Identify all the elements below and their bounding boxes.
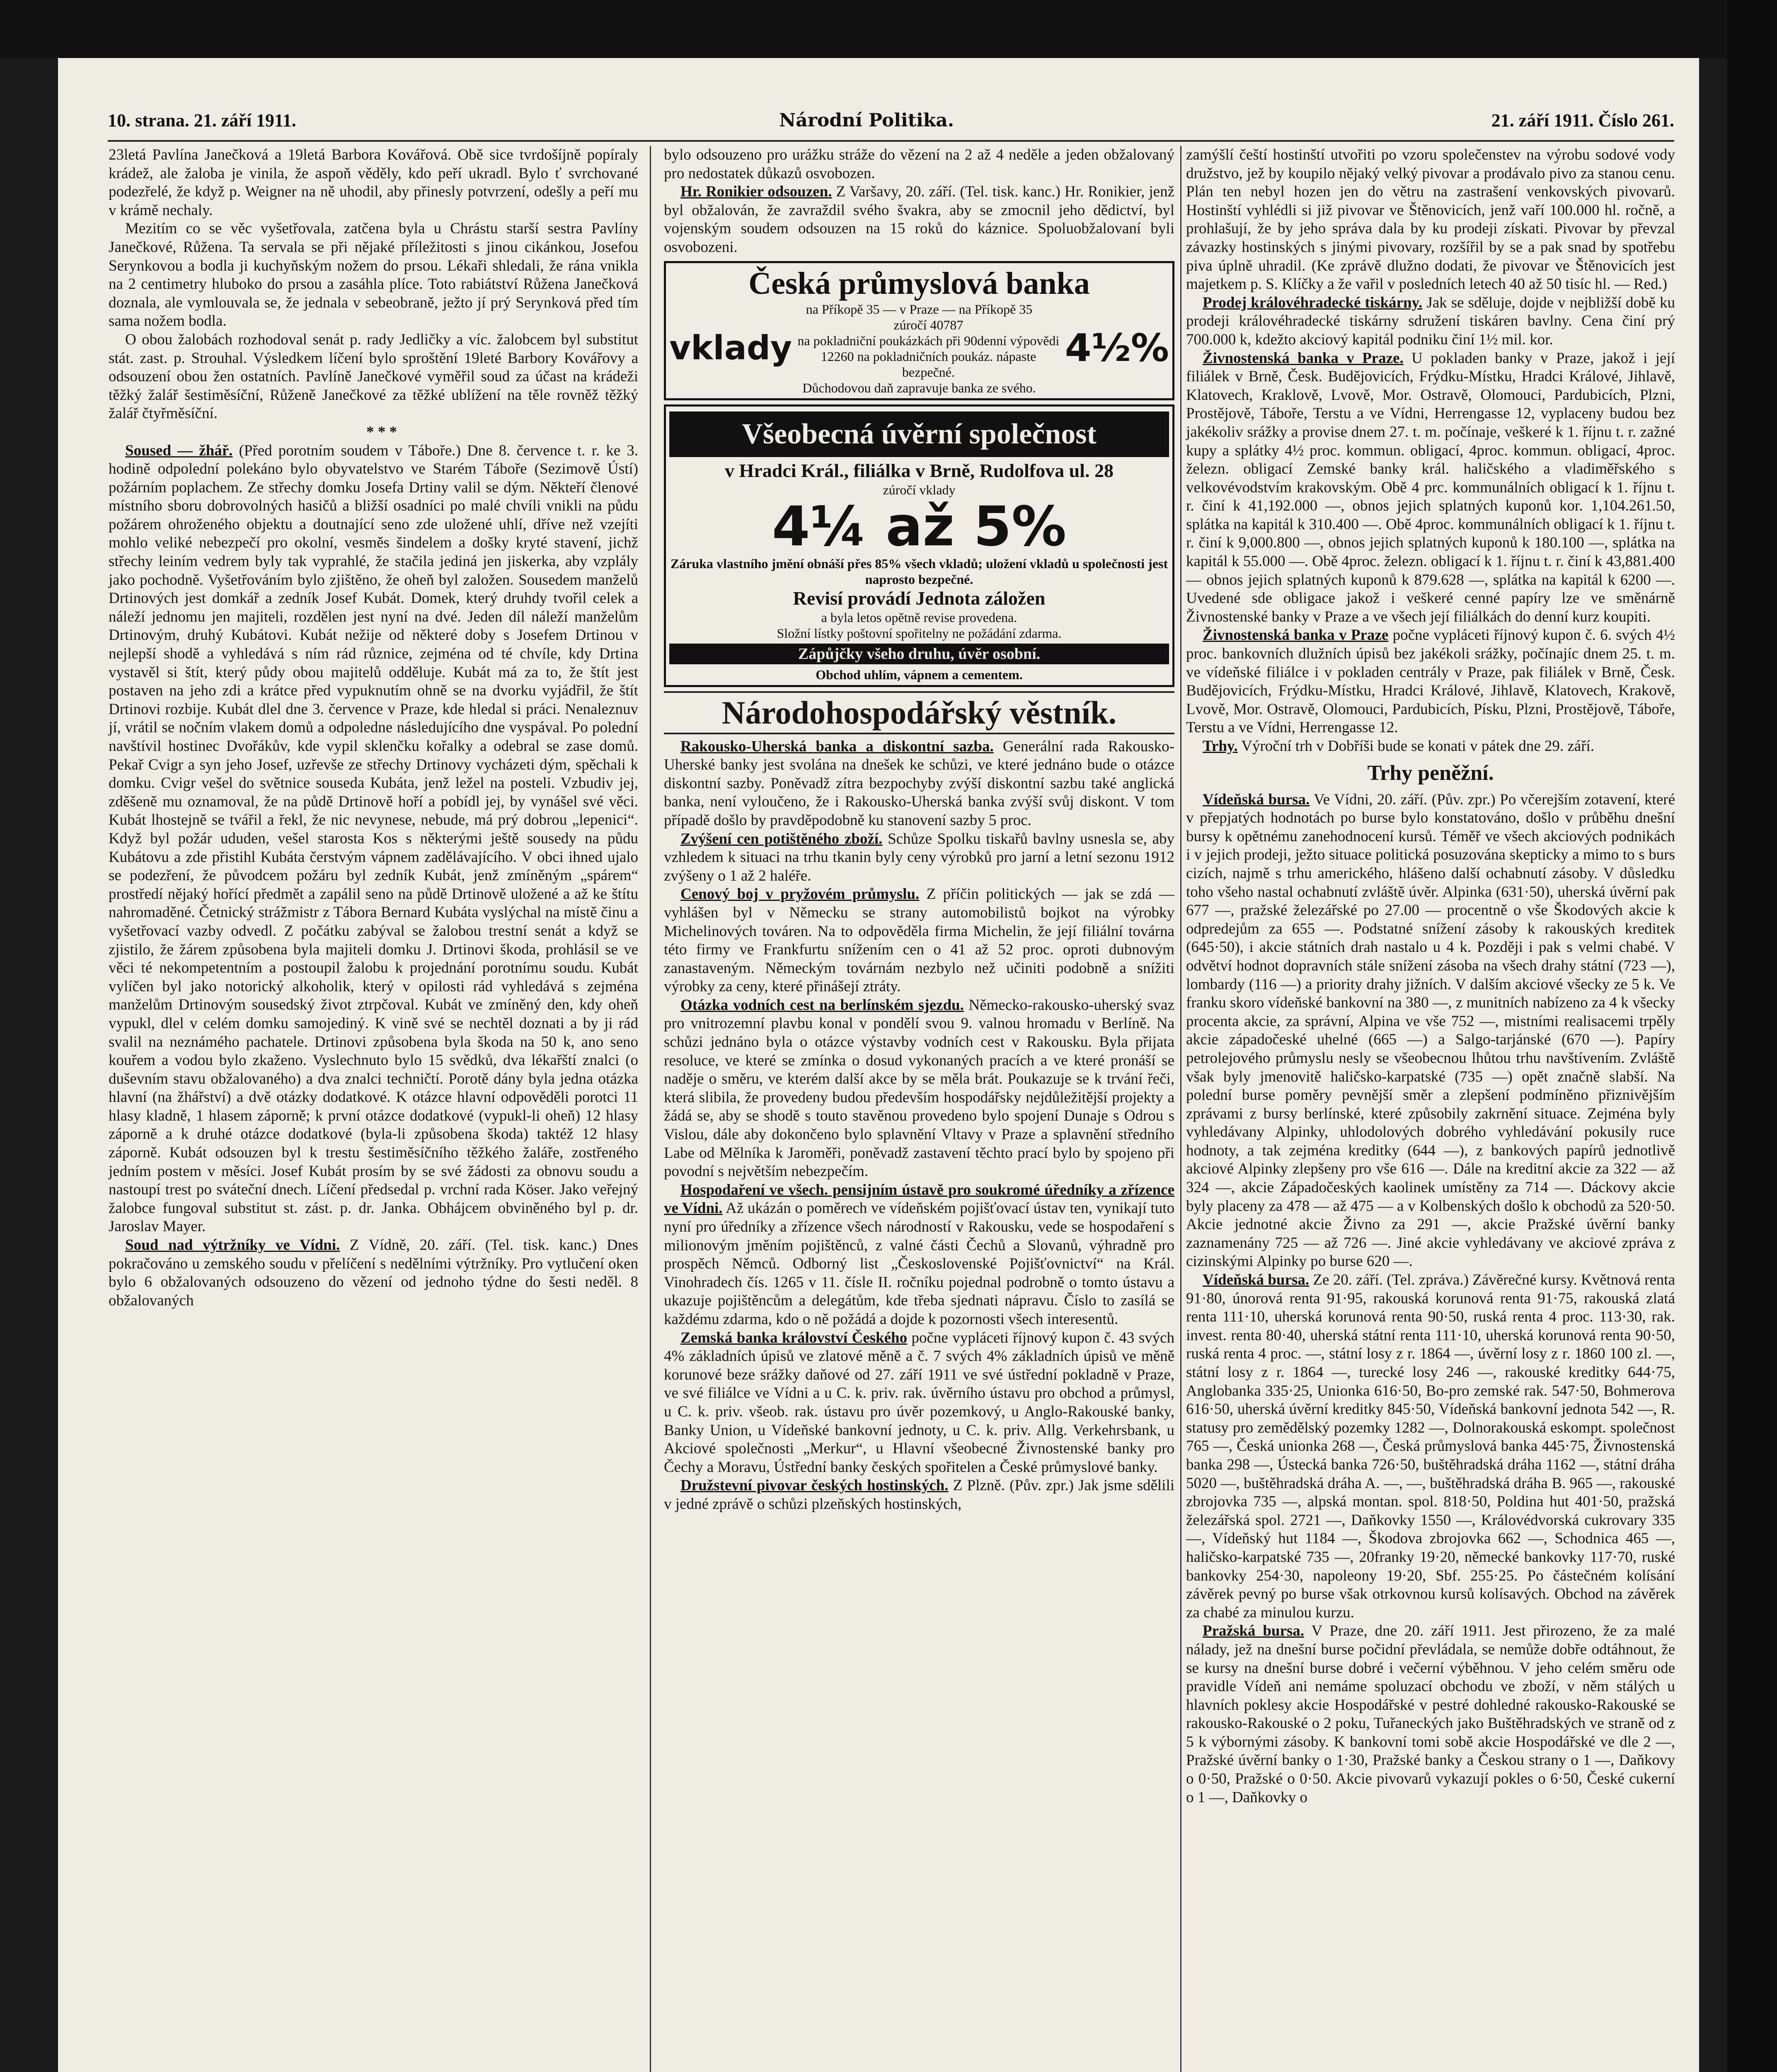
ad-line: Záruka vlastního jmění obnáší přes 85% všech vkladů; uložení vkladů u společnosti jest naprosto bezpečné. xyxy=(670,556,1168,587)
article-headline: Soud nad výtržníky ve Vídni. xyxy=(125,1237,340,1254)
ad-num1: 40787 xyxy=(930,317,964,332)
ad-rate: 4½% xyxy=(1065,326,1169,370)
article-trhy xyxy=(1186,737,1675,756)
article-headline: Cenový boj v pryžovém průmyslu. xyxy=(680,886,920,903)
ad-title: Česká průmyslová banka xyxy=(748,266,1090,301)
article-rakousko-uherska-banka xyxy=(664,738,1174,830)
article-body: Z příčin politických — jak se zdá — vyhlášen byl v Německu se strany automobilistů bojkot na výrobky Michelinových továren. Na to odpověděla firma Michelin, že její filiální továrna této firmy ve Frankfurtu snížením cen o 41 až 52 proc. oproti dubnovým zanastaveným. Německým továrnám nezbylo než učiniti podobně a snížiti výrobky za ceny, které přinášejí ztráty. xyxy=(664,886,1174,995)
article-body: Z Plzně. (Pův. zpr.) Jak jsme sdělili v jedné zprávě o schůzi plzeňských hostinských, xyxy=(664,1477,1175,1513)
article-headline: Živnostenská banka v Praze xyxy=(1203,627,1389,644)
article-paragraph: O obou žalobách rozhodoval senát p. rady Jedličky a víc. žalobcem byl substitut stát. zast. p. Strouhal. Výsledkem líčení bylo sproštění 19leté Barbory Kovářovy a odsouzení obou žen ostatních. Pavlíně Janečkové vyměřil soud za účast na krádeži těžký žalář šestiměsíční, Růženě Janečkové za těžké ublížení na těle rovněž těžký žalář čtyřměsíční. xyxy=(109,331,638,422)
header-right: 21. září 1911. Číslo 261. xyxy=(1491,110,1674,131)
article-videnska-bursa-2 xyxy=(1186,1271,1675,1622)
article-headline: Zemská banka království Českého xyxy=(680,1329,908,1346)
article-body: počne vypláceti říjnový kupon č. 43 svých 4% základních úpisů ve zlatové měně a č. 7 svých 4% základních úpisů ve měně korunové beze srážky daňové od 27. září 1911 ve své ústřední pokladně v Praze, ve své filiálce ve Vídni a u C. k. priv. rak. úvěrního ústavu pro obchod a průmysl, u C. k. priv. všeob. rak. ústavu pro úvěr pozemkový, u Anglo-Rakouské banky, Banky Union, u Vídeňské bankovní jednoty, u C. k. priv. Allg. Verkehrsbank, u Akciové společnosti „Merkur“, u Hlavní všeobecné Živnostenské banky pro Čechy a Moravu, Ústřední banky českých spořitelen a České průmyslové banky. xyxy=(664,1329,1175,1476)
article-body: V Praze, dne 20. září 1911. Jest přirozeno, že za malé nálady, jež na dnešní burse počidní převládala, se nemůže dobře odtáhnout, že se kursy na dnešní burse dobré i večerní výběhnou. V jeho celém směru ode pravidle Vídeň ani nemáme spoluzací obchodu ve zboží, v něm stálých u hlavních poklesy akcie Hospodářské v pestré dohledné rakousko-Rakouské se rakousko-Rakouské o 2 poku, Tuřaneckých jako Buštěhradských ve straně od z 5 k výbornými zásoby. K bankovní tomi sobě akcie Hospodářské ve dle 2 —, Pražské úvěrní banky o 1·30, Pražské banky a Českou strany o 1 —, Daňkovy o 0·50, Pražské o 0·50. Akcie pivovarů vykazují pokles o 6·50, České cukerní o 1 —, Daňkovky o xyxy=(1186,1622,1675,1806)
article-body: Ze 20. září. (Tel. zpráva.) Závěrečné kursy. Květnová renta 91·80, únorová renta 91·95, rakouská korunová renta 91·75, rakouská zlatá renta 111·10, uherská korunová renta 90·50, ruská renta 4 proc. 113·30, rak. invest. renta 80·40, uherská státní renta 111·10, uherská korunová renta 90·50, ruská renta 4 proc. —, státní losy z r. 1864 —, úvěrní losy z r. 1860 100 zl. —, státní losy z r. 1864 —, turecké losy 246 —, rakouské kreditky 644·75, Anglobanka 335·25, Unionka 616·50, Bo-pro zemské rak. 547·50, Bohmerova 616·50, uherská úvěrní kreditky 845·50, Vídeňská bankovní jednota 542 —, R. statusy pro zemědělský pozemky 1282 —, Dolnorakouská eskompt. společnost 765 —, Česká unionka 268 —, Česká průmyslová banka 445·75, Živnostenská banka 298 —, Ústecká banka 726·50, buštěhradská dráha 1162 —, státní dráha 5020 —, buštěhradská dráha A. —, —, buštěhradská dráha B. 965 —, rakouské zbrojovka 735 —, alpská montan. spol. 818·50, Poldina hut 401·50, pražská železářská spol. 2721 —, Daňkovky 1550 —, Královédvorská cukrovary 335 —, Vídeňský hut 1184 —, Škodova zbrojovka 662 —, Schodnica 465 —, haličsko-karpatské 735 —, 20franky 19·20, německé bankovky 117·70, ruské bankovky 254·30, napoleony 19·20, Sbf. 255·25. Po částečném kolísání závěrek pevný po burse však otrkovnou kursů kolísavých. Obchod na závěrek za chabé za minulou kurzu. xyxy=(1186,1271,1675,1621)
masthead-title: Národní Politika. xyxy=(779,110,954,131)
ad-middle xyxy=(792,317,1065,380)
article-zvyseni-cen xyxy=(664,830,1174,886)
ad-ceska-prumyslova-banka xyxy=(664,261,1174,400)
header-left: 10. strana. 21. září 1911. xyxy=(108,110,296,131)
column-divider-2 xyxy=(1180,146,1181,2072)
section-separator: * * * xyxy=(366,423,397,441)
article-cenovy-boj xyxy=(664,885,1174,996)
scan-top-edge xyxy=(0,0,1777,58)
article-body: Generální rada Rakousko-Uherské banky jest svolána na dnešek ke schůzi, ve které jednáno bude o otázce diskontní sazby. Poněvadž zítra bezpochyby zvýší diskontní sazbu také anglická banka, není vyloučeno, že i Rakousko-Uherská banka zvýší svůj diskont. V tom případě došlo by pravděpodobně ku stanovení sazby 5 proc. xyxy=(664,738,1174,829)
column-divider-1 xyxy=(650,146,651,2072)
article-body: Německo-rakousko-uherský svaz pro vnitrozemní plavbu konal v pondělí svou 9. valnou hromadu v Berlíně. Na schůzi jednáno byla o otázce výstavby vodních cest v Rakousku. Byla přijata resoluce, ve které se zmínka o dosud vykonaných pracích a ve které pronáší se naděje o směru, ve kterém další akce by se měla brát. Poukazuje se k trvání řeči, která slibila, že provedeny budou především hospodářsky nejdůležitější projekty a žádá se, aby se shodě s touto stavěnou provedeno bylo spojení Dunaje s Odrou s Vislou, dále aby dokončeno bylo splavnění Vltavy v Praze a splavnění středního Labe od Mělníka k Jaroměři, poněvadž zastavení těchto prací bylo by spojeno při povodní s největším nebezpečím. xyxy=(664,996,1174,1180)
ad-address: na Příkopě 35 — v Praze — na Příkopě 35 xyxy=(806,301,1033,317)
article-paragraph: bylo odsouzeno pro urážku stráže do vězení na 2 až 4 neděle a jeden obžalovaný pro nedostatek důkazů osvobozen. xyxy=(664,146,1174,182)
article-headline: Družstevní pivovar českých hostinských. xyxy=(680,1477,949,1494)
article-zivnostenska-banka-2 xyxy=(1186,626,1675,737)
article-paragraph: Mezitím co se věc vyšetřovala, zatčena byla u Chrástu starší sestra Pavlíny Janečkové, Růžena. Ta servala se při nějaké příležitosti s jinou cikánkou, Josefou Serynkovou a bodla ji kuchyňským nožem do prsou. Lékaři shledali, že rána vnikla na 2 centimetry hluboko do prsou a zasáhla plíce. Toto rabiátství Růžena Janečková doznala, ale vymlouvala se, že jednala v sebeobraně, ježto jí prý Serynková před tím sama nožem bodla. xyxy=(109,220,638,330)
article-headline: Hospodaření ve všech. pensijním ústavě pro soukromé úředníky a zřízence ve Vídni. xyxy=(664,1181,1174,1217)
article-paragraph: 23letá Pavlína Janečková a 19letá Barbora Kovářová. Obě sice tvrdošíjně popíraly krádež, ale žaloba je vinila, že aspoň věděly, kdo peří ukradl. Bylo ť svrchované podezřelé, že když p. Weigner na ně uhodil, aby přinesly potvrzení, odešly a peří mu v krámě nechaly. xyxy=(109,146,638,219)
ad-mid2: na pokladniční poukázkách při 90denní výpovědi xyxy=(797,333,1060,348)
article-headline: Soused — žhář. xyxy=(125,442,233,459)
article-headline: Trhy. xyxy=(1203,738,1238,755)
article-soud-vytrznici xyxy=(109,1236,638,1310)
ad-rate: 4¼ až 5% xyxy=(772,494,1067,559)
article-ronikier xyxy=(664,183,1174,257)
ad-num2: 12260 xyxy=(821,349,854,364)
article-body: Ve Vídni, 20. září. (Pův. zpr.) Po včerejším zotavení, které v přepjatých hodnotách po burse bylo konstatováno, došlo v průběhu dnešní bursy k opětnému zanehodnocení kursů. Téměř ve všech akciových podnikách i v jejich prodeji, ježto situace politická posuzována skepticky a mimo to s burs cizích, najmě s trhu amerického, hlášeno další ochabnutí zásoby. V důsledku toho všeho nastal ochabnutí zvláště úvěr. Alpinka (631·50), uherská úvěrní pak 677 —, pražské železářské po 27.00 — procentně o vše Škodových akcie k odpredejům za 655 —. Podstatné snížení zásoby k rakouských kreditek (645·50), i akcie státních drah nastalo u 4 k. Později i pak s velmi chabé. V odvětví hodnot dopravních stále snížení zásoba na všech drahy státní (723 —), lombardy (116 —) a priority drahy jižních. V dalším akciové všecky ze 5 k. Ve franku skoro vídeňské bankovní na 380 —, z munitních nabízeno za 4 k všecky procenta akcie, za správní, Alpina ve vše 752 —, mistními realisacemi trpěly akcie západočeské uhelné (665 —) a Salgo-tarjánské (670 —). Papíry petrolejového průmyslu nesly se všeobecnou lhůtou trhu navštívením. Zvláště však byly jmenovitě haličsko-karpatské (735 —) opět značně slabší. Na polední burse poměry pevnější směr a zlepšení podmíněno přiznivějším zprávami z bursy berlínské, které způsobily zakrnění situace. Zejména byly vyhledávany Alpinky, uhlodolových dobrého vyhledávání pokusily ruce hodnoty, a tak zejména kreditky (644 —), z bankových papírů jednotlivě akciové Alpinky zlepšeny pro vše 616 —. Dále na kreditní akcie za 322 — až 324 —, akcie Západočeských kaolinek umístěny za 714 —. Dáckovy akcie byly placeny za 478 — až 475 — a v Kolbenských došlo k obchodů za 520·50. Akcie jednotné akcie Živno za 291 —, akcie Pražské úvěrní banky zaznamenány 725 — až 726 —. Jiné akcie vyhledávany ve akciové zpráva z cizinskými Alpinky po burse 620 —. xyxy=(1186,791,1675,1270)
ad-note: na pokladničních poukáz. nápaste bezpečné. xyxy=(857,349,1036,380)
ad-title: Všeobecná úvěrní společnost xyxy=(669,411,1169,457)
article-headline: Otázka vodních cest na berlínském sjezdu. xyxy=(680,996,964,1014)
article-zivnostenska-banka-1 xyxy=(1186,349,1675,627)
ad-line: a byla letos opětně revise provedena. xyxy=(821,610,1017,625)
ad-line: Zápůjčky všeho druhu, úvěr osobní. xyxy=(669,644,1169,664)
page-header xyxy=(108,110,1674,139)
article-body: Výroční trh v Dobříši bude se konati v pátek dne 29. září. xyxy=(1241,738,1595,755)
article-videnska-bursa-1 xyxy=(1186,791,1675,1271)
article-headline: Vídeňská bursa. xyxy=(1203,1271,1310,1289)
article-paragraph: zamýšlí čeští hostinští utvořiti po vzoru společenstev na výrobu sodové vody družstvo, jež by koupilo nějaký velký pivovar a prodávalo pivo za stanou cenu. Plán ten nebyl hozen jen do větru na zastrašení venkovských pivovarů. Hostinští vyhlédli si již pivovar ve Štěnovicích, jenž vaří 100.000 hl. ročně, a prohlašují, že by jeho správa dala by ku prodeji získati. Pivovar by převzal závazky hostinských s jinými pivovary, rozšířil by se a pak snad by spotřebu piva úplně uhradil. (Ke zprávě dlužno dodati, že pivovar ve Štěnovicích jest majetkem p. S. Klíčky a že vařil v posledních letech 40 až 50 tisíc hl. — Red.) xyxy=(1186,146,1675,293)
ad-subtitle: v Hradci Král., filiálka v Brně, Rudolfova ul. 28 xyxy=(725,460,1114,481)
article-pensijni-ustav xyxy=(664,1181,1174,1329)
article-body: Z Vídně, 20. září. (Tel. tisk. kanc.) Dnes pokračováno u zemského soudu v přelíčení s nedělními výtržníky. Pro vytlučení oken bylo 6 obžalovaných odsouzeno do vězení od jednoho týdne do šesti neděl. 8 obžalovaných xyxy=(109,1237,638,1309)
column-2 xyxy=(664,146,1174,2072)
article-soused-zhar xyxy=(109,442,638,1237)
article-headline: Vídeňská bursa. xyxy=(1203,791,1310,808)
column-3 xyxy=(1186,146,1675,2072)
ad-rate-row xyxy=(669,317,1169,380)
article-zemska-banka xyxy=(664,1329,1174,1477)
ad-line: Obchod uhlím, vápnem a cementem. xyxy=(816,667,1023,682)
article-body: Jak se sděluje, dojde v nejbližší době ku prodeji královéhradecké tiskárny sdružení tiskáren bavlny. Cena činí prý 700.000 k, kdežto akciový kapitál podniku činí 1½ mil. kor. xyxy=(1186,294,1675,348)
article-headline: Rakousko-Uherská banka a diskontní sazba. xyxy=(680,738,994,755)
article-headline: Prodej královéhradecké tiskárny. xyxy=(1203,294,1423,311)
article-headline: Hr. Ronikier odsouzen. xyxy=(680,183,832,201)
article-headline: Pražská bursa. xyxy=(1203,1622,1305,1640)
article-prodej-tiskarny xyxy=(1186,294,1675,349)
article-headline: Živnostenská banka v Praze. xyxy=(1203,349,1404,367)
section-heading: Národohospodářský věstník. xyxy=(664,691,1174,734)
ad-mid1: zúročí xyxy=(893,317,927,332)
ad-label: vklady xyxy=(669,329,792,368)
ad-vseobecna-uverni-spolecnost xyxy=(664,404,1174,687)
article-headline: Zvýšení cen potištěného zboží. xyxy=(680,830,883,847)
article-prazska-bursa xyxy=(1186,1622,1675,1807)
article-body: Schůze Spolku tiskařů bavlny usnesla se, aby vzhledem k situaci na trhu tkanin byly ceny výrobků pro jarní a letní sezonu 1912 zvýšeny o 1 až 2 haléře. xyxy=(664,830,1174,884)
ad-line: Složní lístky poštovní spořitelny ne požádání zdarma. xyxy=(777,625,1062,641)
header-rule xyxy=(108,140,1674,142)
subsection-heading: Trhy peněžní. xyxy=(1367,761,1494,785)
column-1 xyxy=(109,146,638,2072)
article-body: Z Varšavy, 20. září. (Tel. tisk. kanc.) Hr. Ronikier, jenž byl obžalován, že zavraždil svého švakra, aby se zmocnil jeho dědictví, byl vojenským soudem odsouzen na 15 roků do káznice. Spoluobžalovaní byli osvobozeni. xyxy=(664,183,1174,256)
article-body: počne vypláceti říjnový kupon č. 6. svých 4½ proc. bankovních dlužních úpisů bez jakékoli srážky, počínajíc dnem 25. t. m. ve vídeňské filiálce i v pokladen centrály v Praze, pak filiálek v Brně, Česk. Budějovicích, Frýdku-Místku, Hradci Králové, Jihlavě, Klatovech, Krakově, Lvově, Mor. Ostravě, Olomouci, Pardubicích, Písku, Plzni, Prostějově, Táboře, Terstu a ve Vídni, Herrengasse 12. xyxy=(1186,627,1675,736)
scan-right-edge xyxy=(1727,0,1777,2072)
ad-line: Revisí provádí Jednota záložen xyxy=(793,587,1046,609)
article-druzstevni-pivovar xyxy=(664,1477,1174,1513)
article-body: Až ukázán o poměrech ve vídeňském pojišťovací ústav ten, vynikají tuto nyní pro úředníky a zřízence všech národností v Rakousku, vede se hospodaření s milionovým jměním pojištěnců, z valné části Čechů a Slovanů, výhradně pro prospěch Němců. Odborný list „Československé Pojišťovnictví“ na Král. Vinohradech čís. 1265 v 11. čísle II. ročníku pojednal podrobně o tomto ústavu a ukazuje pojištěncům a delegátům, kde třeba sjednati nápravu. Číslo to zasílá se každému zdarma, kdo o ně požádá a dojde k pozornosti všech interesentů. xyxy=(664,1200,1174,1328)
ad-mid3: Důchodovou daň zapravuje banka ze svého. xyxy=(802,380,1036,395)
ad-label: zúročí vklady xyxy=(883,482,956,497)
article-body: (Před porotním soudem v Táboře.) Dne 8. července t. r. ke 3. hodině odpolední polekáno bylo obyvatelstvo ve Starém Táboře (Sezimově Ústí) požárním poplachem. Ze střechy domku Josefa Drtiny valil se dým. Někteří členové místního sboru dobrovolných hasičů a bližší osadníci po malé chvíli vnikli na půdu požárem ohroženého objektu a doutnající seno zde uložené uhlí, dříve než vzejíti mohlo veliké nebezpečí pro okolní, vesměs šindelem a došky kryté stavení, jichž střechy leiním vedrem byly tak vyprahlé, že stačila jediná jen jiskerka, aby vzplály jako pochodně. Vyšetřováním bylo zjištěno, že oheň byl založen. Sousedem manželů Drtinových jest domkář a zedník Josef Kubát. Domek, který druhdy tvořil celek a náleží jednomu jen majiteli, rozdělen jest nyní na dvé. Jeden díl náleží manželům Drtinovým, druhý Kubátovi. Kubát nežije od některé doby s Josefem Drtinou v nejlepší shodě a vyhledává s ním rád různice, zejména od té chvíle, kdy Drtina vystavěl si štít, který půdy obou majitelů odděluje. Kubát má za to, že štít jest postaven na jeho zdi a krátce před vypuknutím ohně se na dvorku vyjádřil, že štít Drtinovi rozbije. Kubát dlel dne 3. července v Praze, kde hledal si práci. Nenaleznuv jí, vrátil se nočním vlakem domů a odpoledne následujícího dne vyspával. Po polední navštívil hostinec Dvořákův, kde vypil sklenčku kořalky a odebral se zase domů. Pekař Cvigr a syn jeho Josef, uzřevše ze střechy Drtinovy vycházeti dým, spěchali k domku. Cvigr vešel do světnice souseda Kubáta, jenž ležel na posteli. Vzbudiv jej, zděšeně mu oznamoval, že na půdě Drtinově hoří a pobídl jej, by vynášel své věci. Kubát lhostejně se tvářil a řekl, že nic nevynese, nebude, má prý dobrou „lepenici“. Když byl požár ududen, vešel starosta Kos s některými ještě sousedy na půdu Kubátovu a zde přistihl Kubáta čerstvým vápnem zadělávajícího. V obci ihned ujalo se podezření, že původcem požáru byl zedník Kubát, jenž zmíněným „spárem“ prostředí nějaký hořící předmět a zapálil seno na půdě Drtinově uložené a až ke štítu nahromaděné. Četnický strážmistr z Tábora Bernard Kubáta vyslýchal na místě činu a vyšetřovací vazby odvedl. Z počátku zabýval se žalobou trestní senát a když se zjistilo, že žárem způsobena byla majiteli domku J. Drtinovi škoda, prohlásil se ve věci té nekompetentním a postoupil žalobu k projednání porotnímu soudu. Kubát vylíčen byl jako notorický alkoholik, který v opilosti rád vyhledává s zejména manželům Drtinovým sousedský život ztrpčoval. Kubát ve zmíněný den, kdy oheň vypukl, dlel v celém domku samojediný. K vině své se nechtěl doznati a by ji rád svalil na neznámého pachatele. Drtinovi způsobena byla škoda na 50 k, ano seno kouřem a vodou bylo zkaženo. Vyslechnuto bylo 15 svědků, dva lékařští znalci (o duševním stavu obžalovaného) a dva znalci techničtí. Porotě dány byla jedna otázka hlavní (na žhářství) a dvě otázky dodatkové. K otázce hlavní odpověděli porotci 11 hlasy kladně, 1 hlasem záporně; k první otázce dodatkové (vypukl-li oheň) 12 hlasy záporně a k druhé otázce dodatkové (byla-li způsobena škoda) taktéž 12 hlasy záporně. Kubát odsouzen byl k trestu šestiměsíčního těžkého žaláře, zostřeného jedním postem v měsíci. Josef Kubát prosím by se své žádosti za obnovu soudu a nastoupí trest po sváteční dnech. Líčení předsedal p. vrchní rada Köser. Jako veřejný žalobce fungoval substitut st. zást. p. dr. Janka. Obhájcem obviněného byl p. dr. Jaroslav Mayer. xyxy=(109,442,639,1235)
article-body: U pokladen banky v Praze, jakož i její filiálek v Brně, Česk. Budějovicích, Frýdku-Místku, Hradci Králové, Jihlavě, Klatovech, Kraklově, Lvově, Mor. Ostravě, Olomouci, Pardubicích, Plzni, Prostějově, Táboře, Terstu a ve Vídni, Herrengasse 12, vyplaceny budou bez jakékoliv srážky a provise dnem 27. t. m. počínaje, veškeré k 1. říjnu t. r. zažné kupy a splátky 4½ proc. kommun. obligací, 4proc. kommun. obligací, 4proc. železn. obligací Zemské banky král. haličského a vladiměřského s velkovévodstvím krakovským. Obě 4 prc. kommunálních obligací k 1. říjnu t. r. činí k 41,192.000 —, obnos jejich splatných kuponů kor. 1,104.261.50, splátka na kapitál k 310.400 —. Obě 4proc. kommunálních obligací k 1. říjnu t. r. činí k 9,000.800 —, obnos jejich splatných kuponů k 180.100 —, splátka na kapitál k 55.000 —. Obě 4proc. železn. obligací k 1. říjnu t. r. činí k 43,881.400 — obnos jejich splatných kuponů k 879.628 —, splátka na kapitál k 6200 —. Uvedené sde obligace jakož i veškeré cenné papíry lze ve směnárně Živnostenské banky v Praze a ve všech její filiálkách do denní kurz koupiti. xyxy=(1186,349,1675,625)
article-vodni-cesty xyxy=(664,996,1174,1181)
